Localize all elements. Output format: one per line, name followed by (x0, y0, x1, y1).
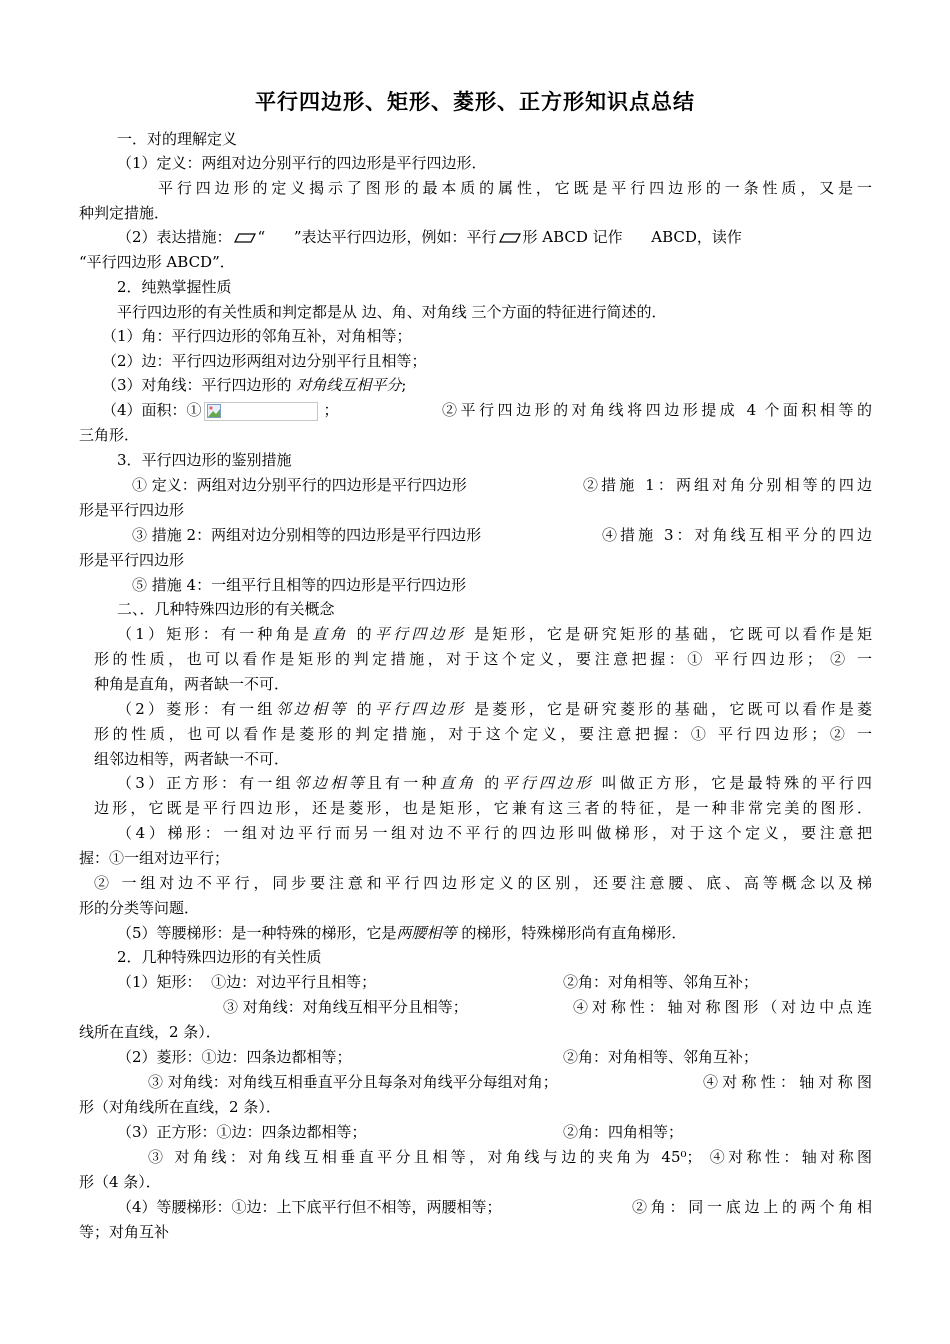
italic-span: 平行四边形 (374, 625, 467, 643)
text-line (102, 374, 895, 396)
text-span: （4）面积：① (102, 401, 202, 419)
text-line: 形的性质，也可以看作是矩形的判定措施，对于这个定义，要注意把握：① 平行四边形； ② 一 (94, 650, 872, 668)
italic-span: 平行四边形 (502, 774, 594, 792)
text-line: （1）角：平行四边形的邻角互补，对角相等； (102, 327, 412, 345)
text-line: ②角：四角相等； (563, 1123, 684, 1141)
text-line: 边形，它既是平行四边形，还是菱形，也是矩形，它兼有这三者的特征，是一种非常完美的图形． (94, 799, 872, 817)
italic-span: 直角 (439, 774, 477, 792)
section-heading: 2．几种特殊四边形的有关性质 (117, 948, 322, 966)
page-title: 平行四边形、矩形、菱形、正方形知识点总结 (255, 90, 695, 114)
text-line: “平行四边形 ABCD”． (79, 253, 235, 271)
text-line: 形的性质，也可以看作是菱形的判定措施，对于这个定义，要注意把握：① 平行四边形；② 一 (94, 725, 872, 743)
text-line (117, 226, 872, 248)
text-span: 叫做正方形，它是最特殊的平行四 (593, 774, 872, 792)
text-span: （5）等腰梯形：是一种特殊的梯形，它是 (117, 924, 397, 942)
text-line: ① 定义：两组对边分别平行的四边形是平行四边形 (132, 476, 467, 494)
text-line: ④对称性：轴对称图形（对边中点连 (573, 998, 872, 1016)
text-line: （1）定义：两组对边分别平行的四边形是平行四边形． (117, 154, 487, 172)
formula-image-placeholder (204, 402, 318, 421)
text-line: ⑤ 措施 4：一组平行且相等的四边形是平行四边形 (132, 576, 467, 594)
text-line: ③ 对角线：对角线互相平分且相等； (223, 998, 468, 1016)
text-span: “ ”表达平行四边形，例如：平行 (257, 228, 497, 246)
text-span: 的梯形，特殊梯形尚有直角梯形． (456, 924, 687, 942)
text-line: （2）边：平行四边形两组对边分别平行且相等； (102, 352, 427, 370)
section-heading: 二、．几种特殊四边形的有关概念 (117, 600, 335, 618)
text-line: （2）菱形：①边：四条边都相等； (117, 1048, 352, 1066)
text-line: 线所在直线，2 条）． (79, 1023, 221, 1041)
parallelogram-icon (499, 233, 521, 243)
italic-span: 平行四边形 (374, 700, 467, 718)
text-span: 的 (476, 774, 503, 792)
text-line: ②平行四边形的对角线将四边形提成 4 个面积相等的 (442, 401, 872, 419)
text-span: 形 ABCD 记作 ABCD，读作 (522, 228, 742, 246)
text-line: 平行四边形的有关性质和判定都是从 边、角、对角线 三个方面的特征进行简述的． (117, 303, 667, 321)
text-line: 组邻边相等，两者缺一不可． (94, 750, 290, 768)
text-span: ; (401, 376, 407, 394)
text-span: （2）菱形：有一组 (117, 700, 276, 718)
text-line: （3）正方形：①边：四条边都相等； (117, 1123, 367, 1141)
text-line: 形的分类等问题． (79, 899, 200, 917)
text-line (117, 922, 910, 944)
text-span: 是菱形，它是研究菱形的基础，它既可以看作是菱 (466, 700, 872, 718)
text-line: 形是平行四边形 (79, 551, 185, 569)
section-heading: 2．纯熟掌握性质 (117, 278, 232, 296)
text-line: ③ 对角线：对角线互相垂直平分且每条对角线平分每组对角； (148, 1073, 558, 1091)
section-heading: 3．平行四边形的鉴别措施 (117, 451, 292, 469)
broken-image-icon (207, 404, 221, 418)
text-line (117, 623, 872, 645)
text-line: （1）矩形： ①边：对边平行且相等； (117, 973, 377, 991)
text-line: ②角：对角相等、邻角互补； (563, 973, 759, 991)
text-line (117, 698, 872, 720)
text-line: （4）等腰梯形：①边：上下底平行但不相等，两腰相等； (117, 1198, 502, 1216)
text-span: 的 (348, 625, 375, 643)
italic-span: 邻边相等 (293, 774, 367, 792)
italic-span: 直角 (312, 625, 349, 643)
text-line: 握：①一组对边平行； (79, 849, 230, 867)
text-line: 形（对角线所在直线，2 条）． (79, 1098, 281, 1116)
text-line: （4）梯形：一组对边平行而另一组对边不平行的四边形叫做梯形，对于这个定义，要注意把 (117, 824, 872, 842)
text-span: 是矩形，它是研究矩形的基础，它既可以看作是矩 (466, 625, 872, 643)
text-line: 种角是直角，两者缺一不可． (94, 675, 290, 693)
text-line: ②角：同一底边上的两个角相 (632, 1198, 872, 1216)
text-span: ； (323, 401, 339, 419)
italic-span: 邻边相等 (275, 700, 349, 718)
text-span: 的 (348, 700, 375, 718)
parallelogram-icon (234, 233, 256, 243)
text-line (117, 772, 872, 794)
italic-span: 两腰相等 (396, 924, 457, 942)
text-span: （3）正方形：有一组 (117, 774, 294, 792)
text-line: 种判定措施． (79, 204, 170, 222)
text-line: 平行四边形的定义揭示了图形的最本质的属性，它既是平行四边形的一条性质，又是一 (158, 179, 872, 197)
text-line: 等；对角互补 (79, 1223, 170, 1241)
text-line: ③ 措施 2：两组对边分别相等的四边形是平行四边形 (132, 526, 482, 544)
text-span: （3）对角线：平行四边形的 (102, 376, 297, 394)
text-span: 且有一种 (366, 774, 440, 792)
text-line: 形是平行四边形 (79, 501, 185, 519)
text-line: ④措施 3：对角线互相平分的四边 (602, 526, 872, 544)
text-line: 形（4 条）． (79, 1173, 161, 1191)
text-span: （1）矩形：有一种角是 (117, 625, 313, 643)
text-line: ②角：对角相等、邻角互补； (563, 1048, 759, 1066)
italic-span: 对角线互相平分 (296, 376, 402, 394)
text-line: ③ 对角线：对角线互相垂直平分且相等，对角线与边的夹角为 45⁰； ④对称性：轴对称图 (148, 1148, 872, 1166)
section-heading: 一．对的理解定义 (117, 130, 238, 148)
text-line: ④对称性：轴对称图 (703, 1073, 872, 1091)
text-line: 三角形． (79, 426, 140, 444)
text-line: ②措施 1：两组对角分别相等的四边 (583, 476, 872, 494)
text-span: （2）表达措施： (117, 228, 232, 246)
text-line: ② 一组对边不平行，同步要注意和平行四边形定义的区别，还要注意腰、底、高等概念以及梯 (94, 874, 872, 892)
